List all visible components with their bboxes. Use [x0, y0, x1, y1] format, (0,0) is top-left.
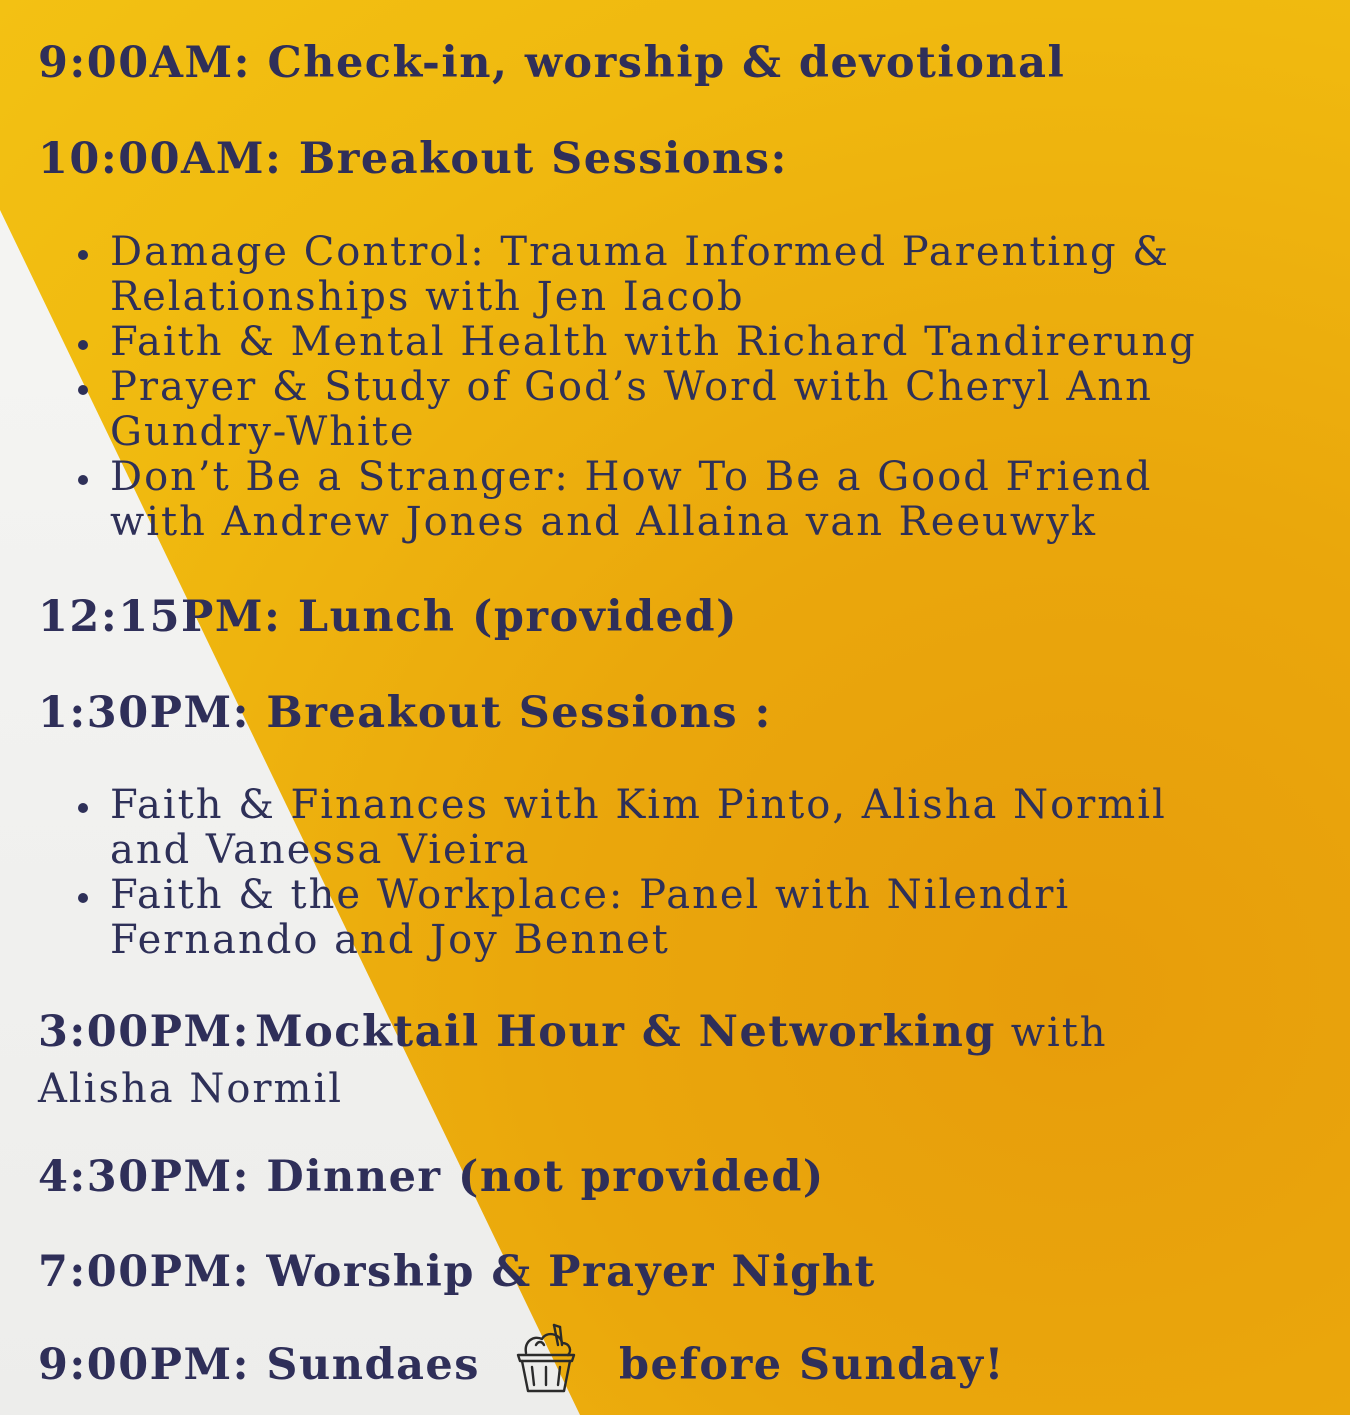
time-label: 9:00PM: — [38, 1340, 250, 1390]
sundae-icon — [514, 1321, 578, 1395]
breakout-list-pm — [0, 783, 1230, 963]
time-label: 12:15PM: — [38, 592, 282, 642]
schedule-item-breakout-am — [38, 134, 788, 184]
time-label: 4:30PM: — [38, 1152, 250, 1202]
item-title-end: before Sunday! — [618, 1340, 1005, 1390]
item-title: Lunch (provided) — [297, 592, 738, 642]
time-label: 3:00PM: — [38, 1007, 250, 1057]
item-host: Alisha Normil — [38, 1066, 344, 1112]
time-label: 10:00AM: — [38, 134, 283, 184]
item-title: Mocktail Hour & Networking — [255, 1007, 996, 1057]
schedule-item-dinner — [38, 1152, 825, 1202]
list-item: Faith & the Workplace: Panel with Nilendri Fernando and Joy Bennet — [0, 873, 1230, 963]
list-item: Don’t Be a Stranger: How To Be a Good Friend with Andrew Jones and Allaina van Reeuwyk — [0, 455, 1230, 545]
list-item: Prayer & Study of God’s Word with Cheryl Ann Gundry-White — [0, 365, 1230, 455]
time-label: 7:00PM: — [38, 1247, 250, 1297]
item-title: Breakout Sessions: — [298, 134, 788, 184]
list-item: Damage Control: Trauma Informed Parenting & Relationships with Jen Iacob — [0, 230, 1230, 320]
item-title: Breakout Sessions — [266, 688, 739, 738]
list-item: Faith & Mental Health with Richard Tandirerung — [0, 320, 1230, 365]
schedule-item-lunch — [38, 592, 738, 642]
breakout-list-am — [0, 230, 1230, 545]
schedule-item-mocktail — [38, 1008, 1108, 1121]
item-title-suffix: : — [738, 688, 772, 738]
list-item: Faith & Finances with Kim Pinto, Alisha Normil and Vanessa Vieira — [0, 783, 1230, 873]
item-title: Sundaes — [266, 1340, 480, 1390]
schedule-item-worship-night — [38, 1247, 876, 1297]
item-title: Dinner (not provided) — [266, 1152, 825, 1202]
schedule-item-checkin — [38, 38, 1065, 88]
item-with: with — [995, 1010, 1108, 1056]
time-label: 1:30PM: — [38, 688, 250, 738]
item-title: Check-in, worship & devotional — [267, 38, 1066, 88]
schedule-item-breakout-pm — [38, 688, 772, 738]
item-title: Worship & Prayer Night — [266, 1247, 876, 1297]
time-label: 9:00AM: — [38, 38, 251, 88]
schedule-item-sundaes — [38, 1340, 1005, 1395]
